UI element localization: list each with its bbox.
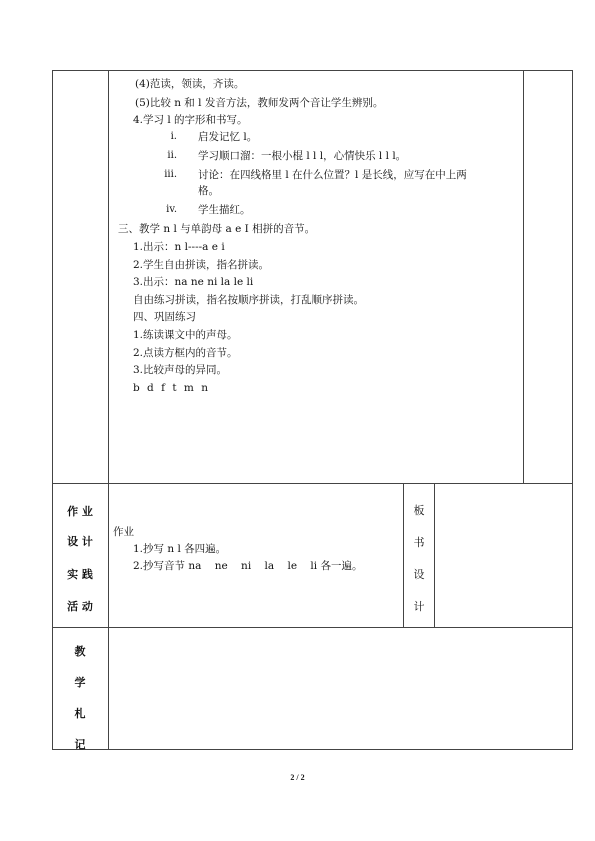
homework-label: 活 动 bbox=[67, 600, 93, 613]
lesson-line: b d f t m n bbox=[133, 382, 210, 394]
homework-title: 作业 bbox=[113, 526, 134, 538]
sub-item-number: iv. bbox=[166, 204, 177, 215]
row-divider-1 bbox=[52, 483, 573, 484]
row-divider-2 bbox=[52, 627, 573, 628]
col-divider-left-top bbox=[108, 70, 109, 483]
lesson-line: 4.学习 l 的字形和书写。 bbox=[133, 114, 248, 126]
board-label: 板 bbox=[413, 504, 425, 517]
lesson-line: 四、巩固练习 bbox=[133, 311, 196, 323]
board-label: 书 bbox=[413, 536, 425, 549]
lesson-line: 三、教学 n l 与单韵母 a e I 相拼的音节。 bbox=[118, 223, 316, 235]
homework-label: 作 业 bbox=[67, 505, 93, 518]
sub-item-text: 讨论：在四线格里 l 在什么位置？l 是长线，应写在中上两 bbox=[198, 169, 467, 181]
homework-item: 2.抄写音节 na ne ni la le li 各一遍。 bbox=[133, 560, 363, 572]
homework-label: 实 践 bbox=[67, 568, 93, 581]
homework-item: 1.抄写 n l 各四遍。 bbox=[133, 543, 227, 555]
lesson-line: 1.练读课文中的声母。 bbox=[133, 329, 238, 341]
board-label: 设 bbox=[413, 568, 425, 581]
notes-label: 札 bbox=[74, 707, 86, 720]
lesson-line: 2.学生自由拼读，指名拼读。 bbox=[133, 259, 270, 271]
sub-item-text: 学习顺口溜：一根小棍 l l l，心情快乐 l l l。 bbox=[198, 150, 407, 162]
lesson-line: (5)比较 n 和 l 发音方法，教师发两个音让学生辨别。 bbox=[135, 97, 384, 109]
lesson-line: 3.出示：na ne ni la le li bbox=[133, 276, 254, 288]
lesson-line: 3.比较声母的异同。 bbox=[133, 364, 228, 376]
col-divider-right-top bbox=[523, 70, 524, 483]
sub-item-text: 学生描红。 bbox=[198, 204, 251, 216]
sub-item-number: i. bbox=[170, 131, 177, 142]
notes-label: 记 bbox=[74, 738, 86, 751]
col-divider-board-right bbox=[434, 483, 435, 627]
homework-label: 设 计 bbox=[67, 535, 93, 548]
lesson-line: 1.出示：n l----a e i bbox=[133, 241, 225, 253]
sub-item-text: 启发记忆 l。 bbox=[198, 131, 258, 143]
notes-label: 学 bbox=[74, 676, 86, 689]
notes-label: 教 bbox=[74, 645, 86, 658]
sub-item-text: 格。 bbox=[198, 185, 219, 197]
lesson-line: 自由练习拼读，指名按顺序拼读，打乱顺序拼读。 bbox=[133, 294, 364, 306]
col-divider-left-bottom bbox=[108, 627, 109, 750]
col-divider-left-mid bbox=[108, 483, 109, 627]
sub-item-number: ii. bbox=[167, 150, 177, 161]
lesson-line: (4)范读，领读，齐读。 bbox=[135, 78, 245, 90]
col-divider-board-left bbox=[403, 483, 404, 627]
page-number: 2 / 2 bbox=[290, 773, 305, 782]
board-label: 计 bbox=[413, 600, 425, 613]
lesson-line: 2.点读方框内的音节。 bbox=[133, 347, 238, 359]
sub-item-number: iii. bbox=[164, 169, 177, 180]
